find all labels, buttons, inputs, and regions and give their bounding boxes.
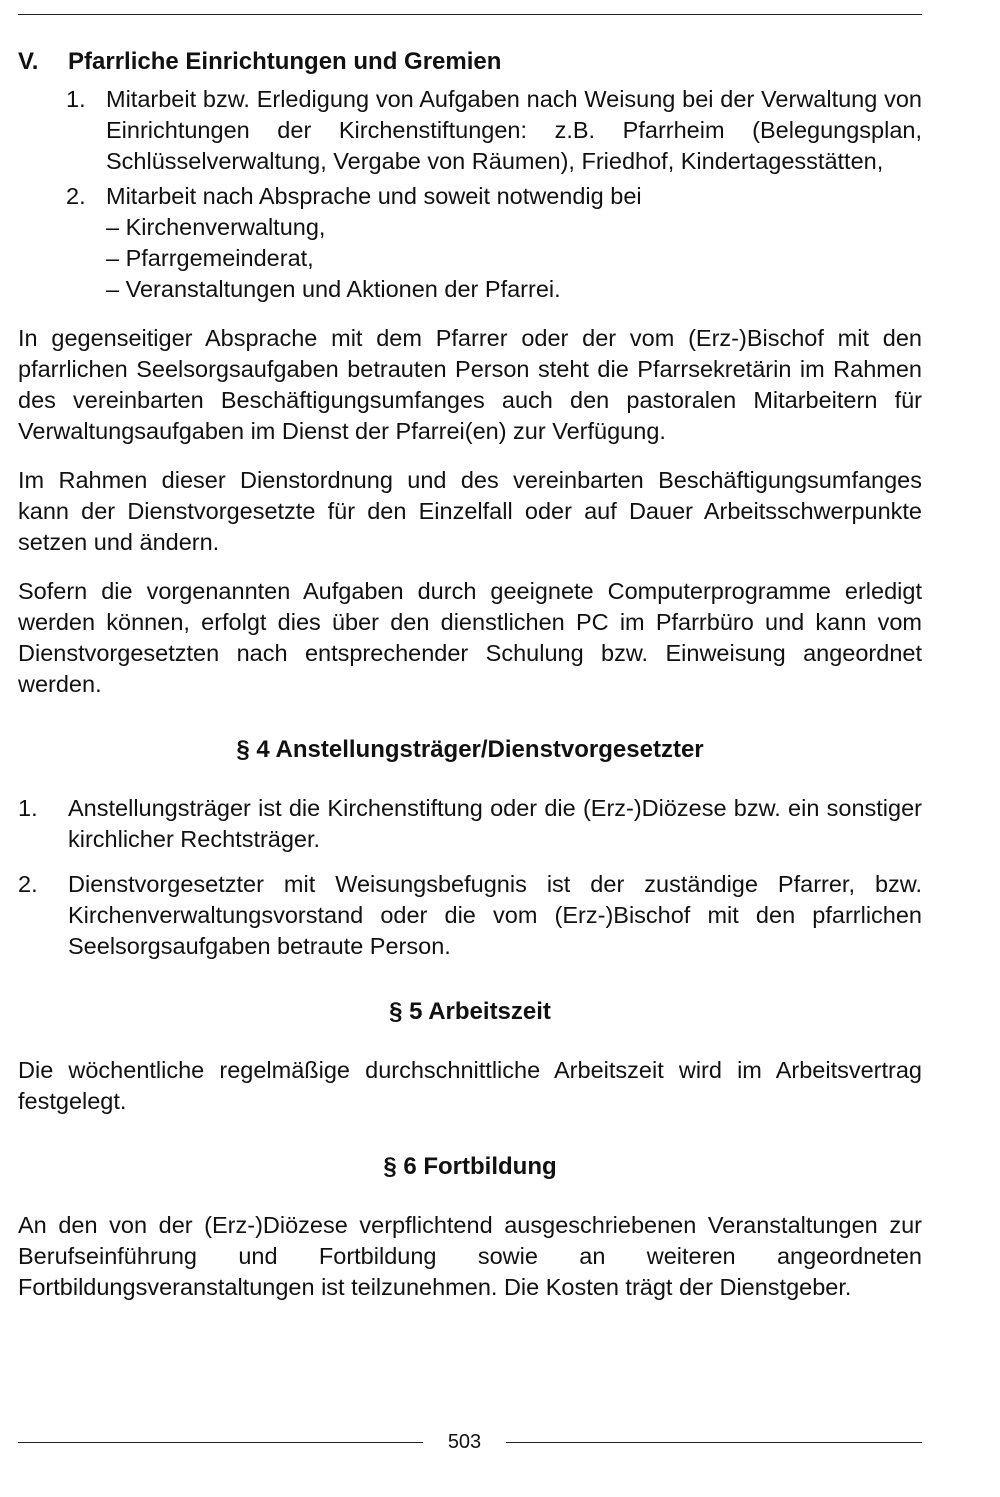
footer-rule-right <box>506 1442 922 1443</box>
section-v-number: V. <box>18 48 39 75</box>
footer-rule-left <box>18 1442 423 1443</box>
paragraph: In gegenseitiger Absprache mit dem Pfarrer oder der vom (Erz-)Bischof mit den pfarrlichen Seelsorgsaufgaben betrauten Person steht die Pfarrsekretärin im Rahmen des vereinbarten Beschäftigungsumfanges auch den pastoralen Mitarbeitern für Verwaltungsaufgaben im Dienst der Pfarrei(en) zur Verfügung. <box>18 325 922 444</box>
section-6-heading: § 6 Fortbildung <box>383 1153 557 1180</box>
list-item-text: Dienstvorgesetzter mit Weisungsbefugnis ist der zuständige Pfarrer, bzw. Kirchenverwaltungsvorstand oder die vom (Erz-)Bischof mit den pfarrlichen Seelsorgsaufgaben betraute Person. <box>68 871 922 959</box>
list-item <box>18 793 922 855</box>
list-item-number: 2. <box>18 871 38 897</box>
list-item-text: Mitarbeit bzw. Erledigung von Aufgaben nach Weisung bei der Verwaltung von Einrichtungen der Kirchenstiftungen: z.B. Pfarrheim (Belegungsplan, Schlüsselverwaltung, Vergabe von Räumen), Friedhof, Kindertagesstätten, <box>106 86 922 174</box>
section-v-heading <box>18 46 922 78</box>
list-item <box>66 84 922 177</box>
list-item-number: 2. <box>66 183 86 209</box>
list-item-body <box>106 181 922 305</box>
list-item-text: Anstellungsträger ist die Kirchenstiftung oder die (Erz-)Diözese bzw. ein sonstiger kirchlicher Rechtsträger. <box>68 795 922 852</box>
dash-item: – Kirchenverwaltung, <box>106 214 326 240</box>
dash-item: – Veranstaltungen und Aktionen der Pfarrei. <box>106 276 561 302</box>
paragraph: Sofern die vorgenannten Aufgaben durch geeignete Computerprogramme erledigt werden können, erfolgt dies über den dienstlichen PC im Pfarrbüro und kann vom Dienstvorgesetzten nach entsprechender Schulung bzw. Einweisung angeordnet werden. <box>18 578 922 697</box>
dash-item: – Pfarrgemeinderat, <box>106 245 314 271</box>
section-4-list <box>18 793 922 962</box>
list-item <box>18 869 922 962</box>
section-5-text: Die wöchentliche regelmäßige durchschnittliche Arbeitszeit wird im Arbeitsvertrag festgelegt. <box>18 1057 922 1114</box>
list-item-number: 1. <box>18 795 38 821</box>
document-page <box>18 46 922 1303</box>
section-4-heading: § 4 Anstellungsträger/Dienstvorgesetzter <box>236 736 704 763</box>
section-v-list <box>66 84 922 305</box>
section-5-heading: § 5 Arbeitszeit <box>389 998 551 1025</box>
section-v-title: Pfarrliche Einrichtungen und Gremien <box>68 48 502 75</box>
paragraph: Im Rahmen dieser Dienstordnung und des vereinbarten Beschäftigungsumfanges kann der Dienstvorgesetzte für den Einzelfall oder auf Dauer Arbeitsschwerpunkte setzen und ändern. <box>18 467 922 555</box>
list-item-text: Mitarbeit nach Absprache und soweit notwendig bei <box>106 183 642 209</box>
list-item-number: 1. <box>66 86 86 112</box>
list-item <box>66 181 922 305</box>
top-rule <box>18 14 922 15</box>
page-footer <box>18 1428 922 1458</box>
section-6-text: An den von der (Erz-)Diözese verpflichtend ausgeschriebenen Veranstaltungen zur Berufseinführung und Fortbildung sowie an weiteren angeordneten Fortbildungsveranstaltungen ist teilzunehmen. Die Kosten trägt der Dienstgeber. <box>18 1212 922 1300</box>
page-number: 503 <box>447 1431 482 1453</box>
